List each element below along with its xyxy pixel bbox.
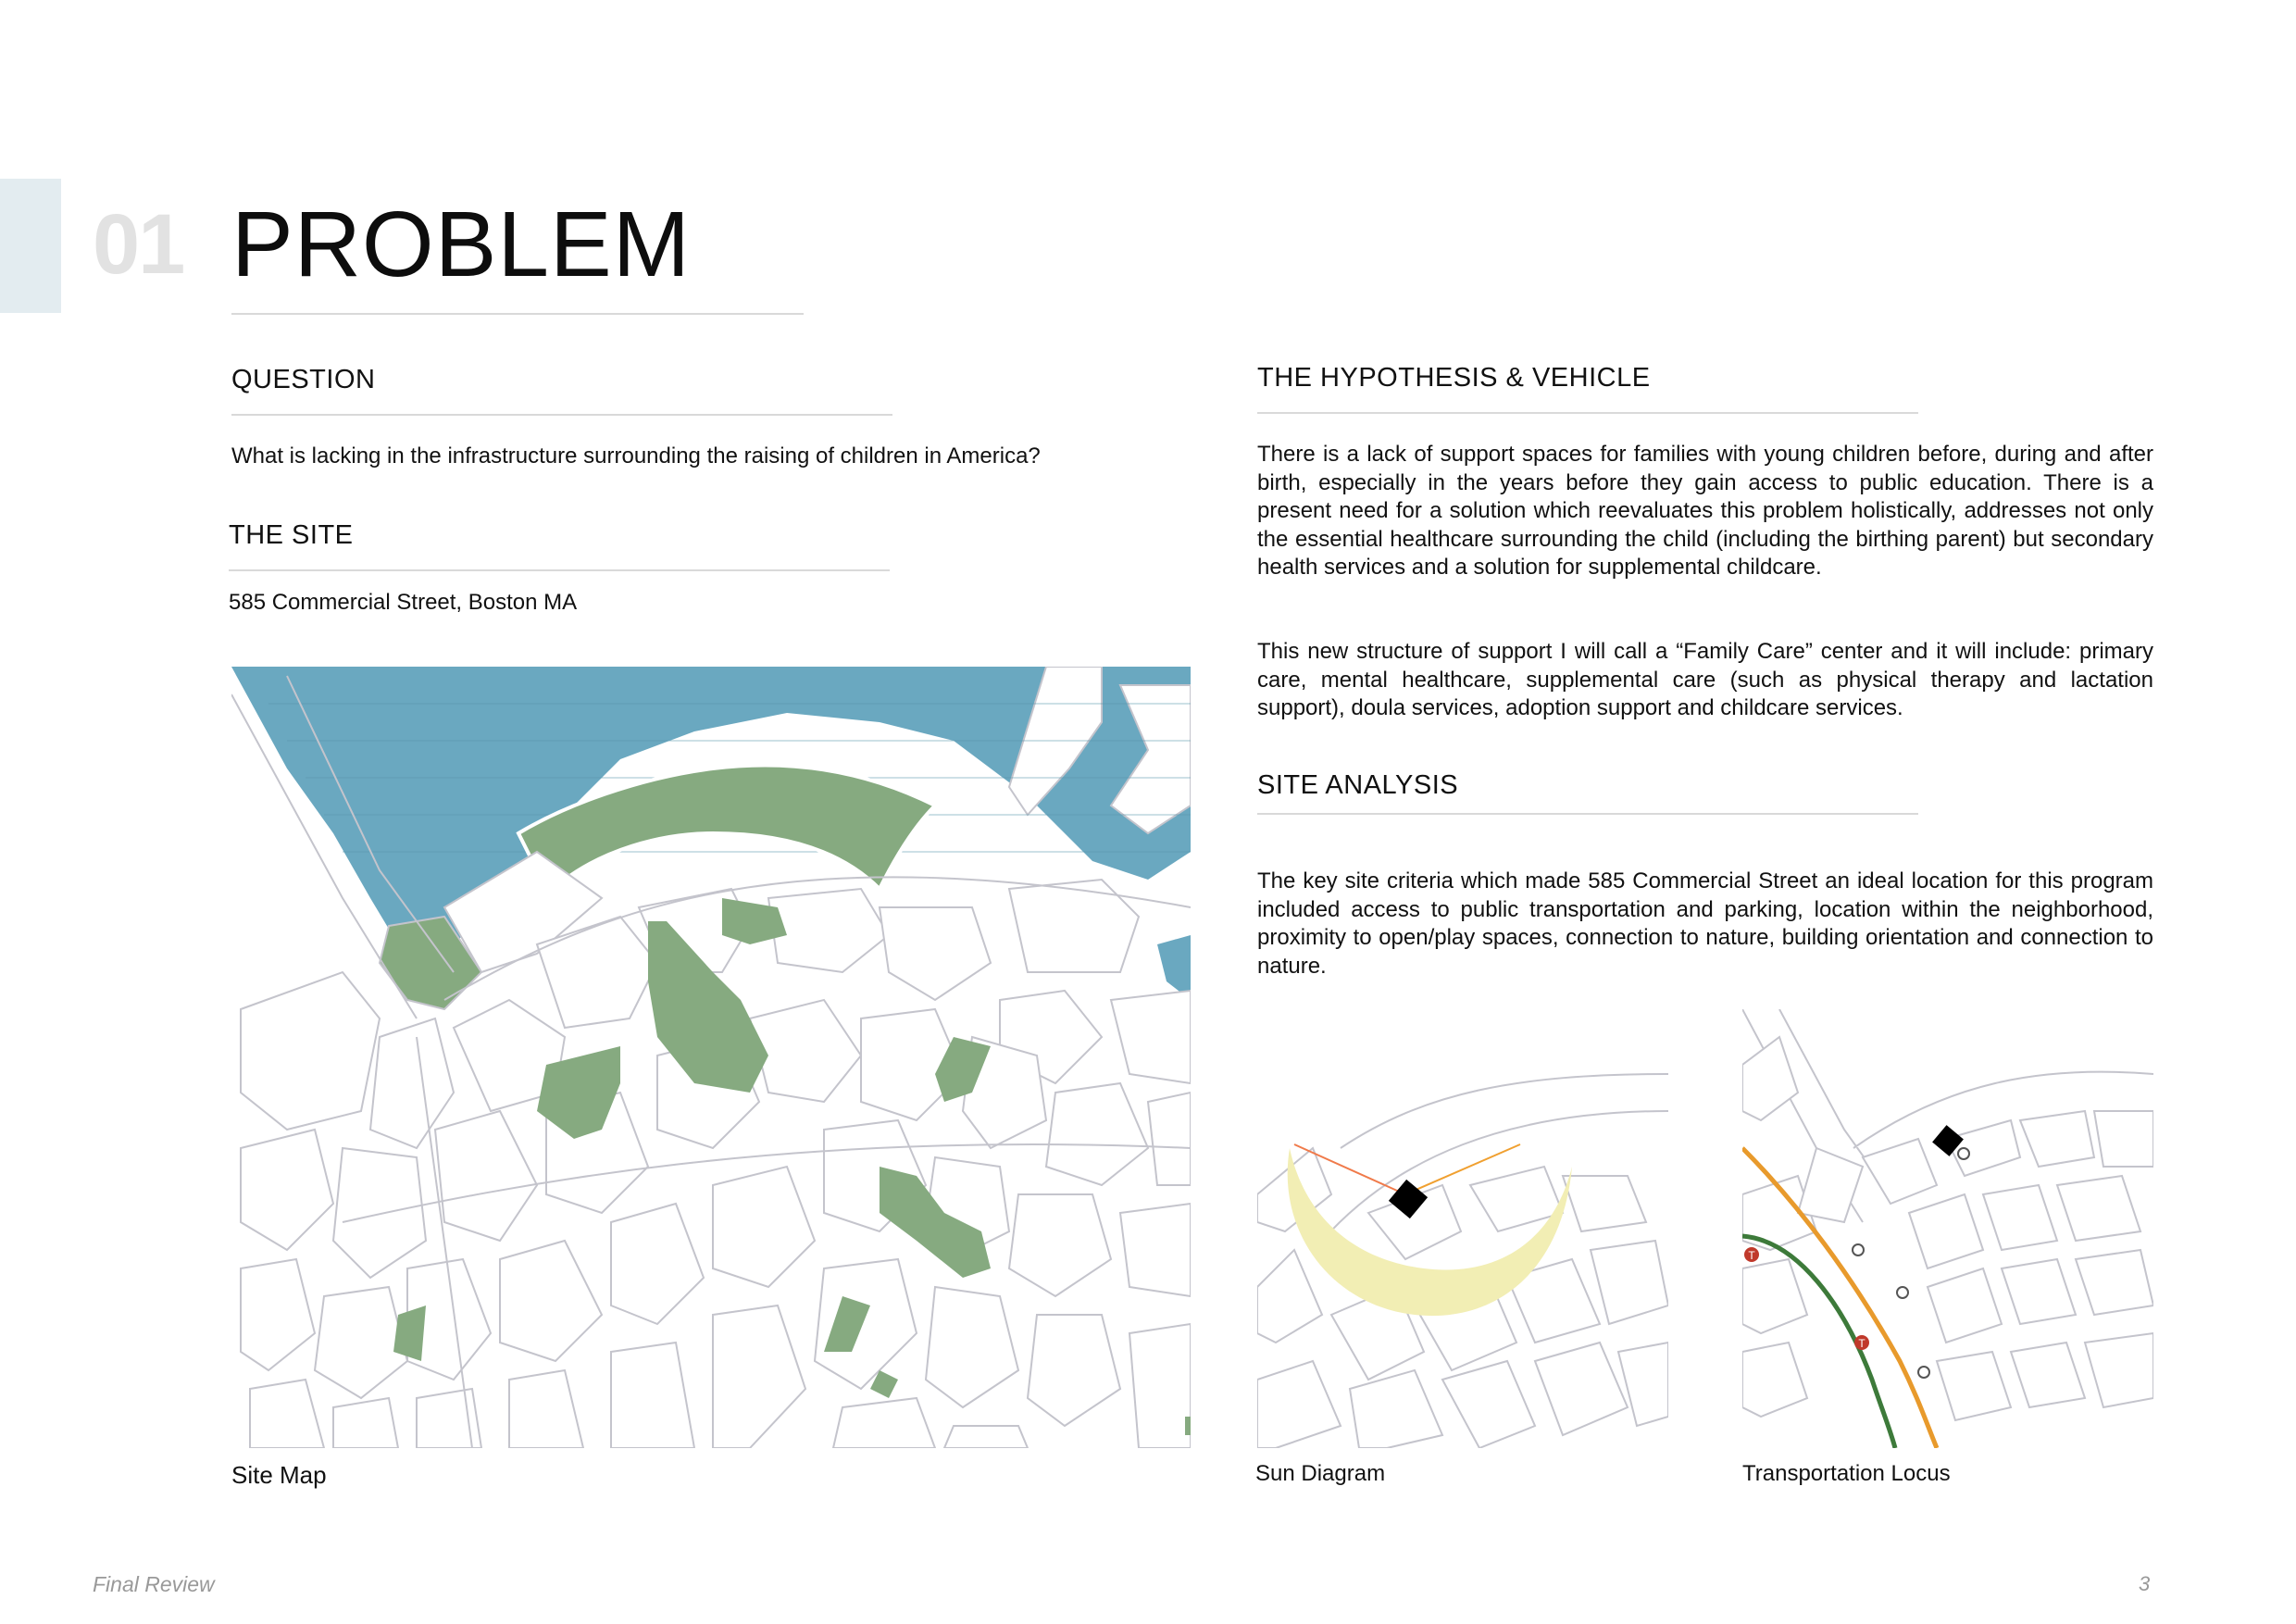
title-divider	[231, 313, 804, 315]
section-tab-accent	[0, 179, 61, 313]
page-number: 3	[2139, 1572, 2151, 1595]
hypothesis-paragraph-2: This new structure of support I will call a “Family Care” center and it will include: primary care, mental healthcare, supplemental care (such as physical therapy and lactation support), doula services, adoption support and childcare services.	[1257, 639, 2153, 720]
site-divider	[229, 569, 890, 571]
question-divider	[231, 414, 892, 416]
site-analysis-heading: SITE ANALYSIS	[1257, 770, 1459, 800]
site-map-caption: Site Map	[231, 1461, 327, 1489]
hypothesis-heading: THE HYPOTHESIS & VEHICLE	[1257, 363, 1651, 393]
t-stop-icon	[1854, 1335, 1869, 1350]
question-text: What is lacking in the infrastructure surrounding the raising of children in America?	[231, 443, 1041, 468]
site-address: 585 Commercial Street, Boston MA	[229, 590, 578, 615]
site-analysis-divider	[1257, 813, 1918, 815]
svg-text:T: T	[1858, 1337, 1866, 1350]
bus-stop-icon	[1897, 1287, 1908, 1298]
page-title: PROBLEM	[231, 193, 692, 296]
site-analysis-text: The key site criteria which made 585 Commercial Street an ideal location for this program included access to public transportation and parking, location within the neighborhood, proximity to open/play spaces, connection to nature, building orientation and connection to nature.	[1257, 868, 2153, 979]
park	[1185, 1417, 1191, 1435]
footer-label: Final Review	[93, 1572, 215, 1596]
section-number: 01	[93, 197, 184, 292]
svg-text:T: T	[1748, 1249, 1755, 1262]
bus-stop-icon	[1853, 1244, 1864, 1255]
transportation-caption: Transportation Locus	[1742, 1461, 1951, 1486]
bus-stop-icon	[1958, 1148, 1969, 1159]
sun-diagram	[1257, 1009, 1668, 1448]
hypothesis-divider	[1257, 412, 1918, 414]
site-heading: THE SITE	[229, 520, 354, 550]
hypothesis-paragraph-1: There is a lack of support spaces for families with young children before, during and after birth, especially in the years before they gain access to public education. There is a present need for a solution which reevaluates this problem holistically, addresses not only the essential healthcare surrounding the child (including the birthing parent) but secondary health services and a solution for supplemental childcare.	[1257, 442, 2153, 580]
transportation-diagram	[1742, 1009, 2153, 1448]
question-heading: QUESTION	[231, 365, 376, 394]
t-stop-icon	[1744, 1247, 1759, 1262]
sun-diagram-caption: Sun Diagram	[1255, 1461, 1386, 1486]
bus-stop-icon	[1918, 1367, 1929, 1378]
site-map	[231, 667, 1191, 1448]
